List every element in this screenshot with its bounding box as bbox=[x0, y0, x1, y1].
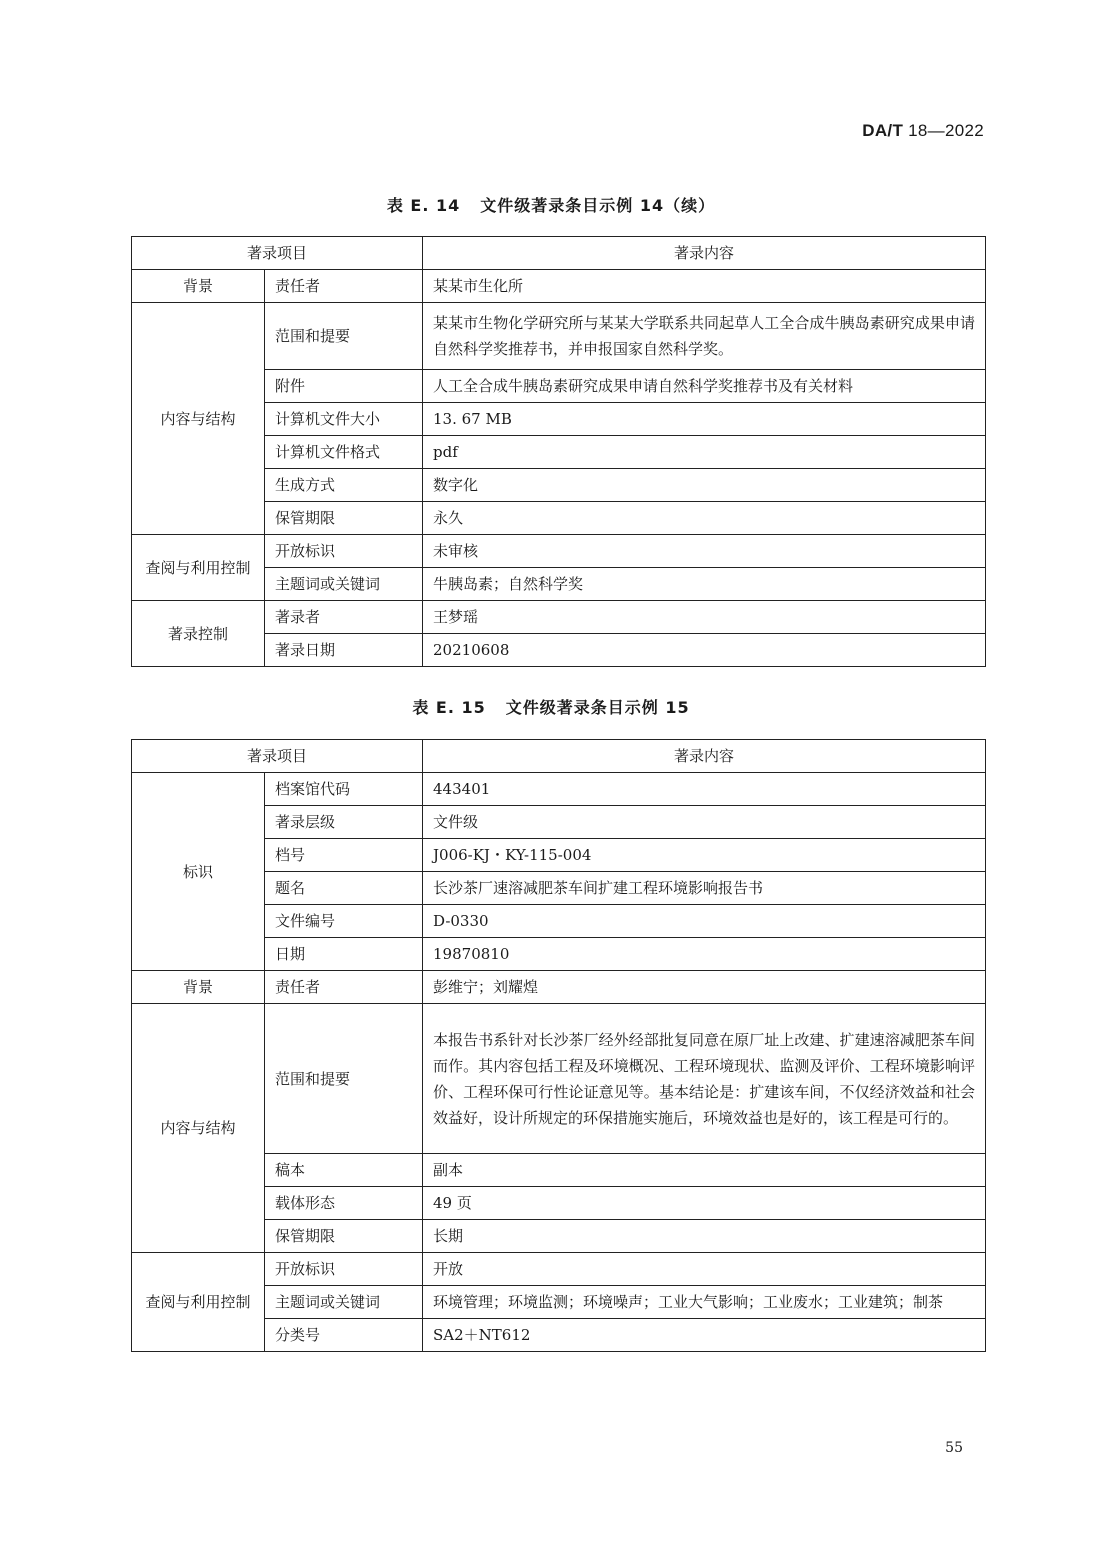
value-cell: 49 页 bbox=[423, 1187, 986, 1220]
table-15-caption bbox=[0, 695, 1102, 718]
table-row bbox=[132, 270, 986, 303]
value-cell: 19870810 bbox=[423, 938, 986, 971]
field-cell: 责任者 bbox=[265, 971, 423, 1004]
value-cell: 牛胰岛素；自然科学奖 bbox=[423, 568, 986, 601]
table-15 bbox=[131, 739, 986, 1352]
field-cell: 附件 bbox=[265, 370, 423, 403]
table-header-row bbox=[132, 740, 986, 773]
value-cell: 环境管理；环境监测；环境噪声；工业大气影响；工业废水；工业建筑；制茶 bbox=[423, 1286, 986, 1319]
value-cell: pdf bbox=[423, 436, 986, 469]
table-header-row bbox=[132, 237, 986, 270]
value-cell: 副本 bbox=[423, 1154, 986, 1187]
field-cell: 开放标识 bbox=[265, 1253, 423, 1286]
table-row bbox=[132, 1253, 986, 1286]
value-cell: 永久 bbox=[423, 502, 986, 535]
table-row bbox=[132, 303, 986, 370]
value-cell: J006-KJ・KY-115-004 bbox=[423, 839, 986, 872]
field-cell: 分类号 bbox=[265, 1319, 423, 1352]
value-cell: 人工全合成牛胰岛素研究成果申请自然科学奖推荐书及有关材料 bbox=[423, 370, 986, 403]
group-cell: 标识 bbox=[132, 773, 265, 971]
value-cell: 王梦瑶 bbox=[423, 601, 986, 634]
field-cell: 载体形态 bbox=[265, 1187, 423, 1220]
page-number: 55 bbox=[945, 1440, 963, 1456]
field-cell: 生成方式 bbox=[265, 469, 423, 502]
value-cell: 13. 67 MB bbox=[423, 403, 986, 436]
table-row bbox=[132, 535, 986, 568]
group-cell: 查阅与利用控制 bbox=[132, 535, 265, 601]
field-cell: 文件编号 bbox=[265, 905, 423, 938]
field-cell: 责任者 bbox=[265, 270, 423, 303]
value-cell: 某某市生化所 bbox=[423, 270, 986, 303]
field-cell: 范围和提要 bbox=[265, 303, 423, 370]
field-cell: 开放标识 bbox=[265, 535, 423, 568]
table-14 bbox=[131, 236, 986, 667]
field-cell: 计算机文件格式 bbox=[265, 436, 423, 469]
field-cell: 范围和提要 bbox=[265, 1004, 423, 1154]
field-cell: 主题词或关键词 bbox=[265, 568, 423, 601]
field-cell: 著录日期 bbox=[265, 634, 423, 667]
group-cell: 背景 bbox=[132, 971, 265, 1004]
field-cell: 档案馆代码 bbox=[265, 773, 423, 806]
value-cell: 长期 bbox=[423, 1220, 986, 1253]
field-cell: 计算机文件大小 bbox=[265, 403, 423, 436]
header-cell-content: 著录内容 bbox=[423, 740, 986, 773]
table-14-label: 表 E. 14 bbox=[386, 196, 461, 215]
value-cell: 开放 bbox=[423, 1253, 986, 1286]
table-row bbox=[132, 971, 986, 1004]
value-cell: 未审核 bbox=[423, 535, 986, 568]
header-cell-item: 著录项目 bbox=[132, 237, 423, 270]
value-cell: 文件级 bbox=[423, 806, 986, 839]
table-14-caption bbox=[0, 193, 1102, 216]
group-cell: 背景 bbox=[132, 270, 265, 303]
group-cell: 内容与结构 bbox=[132, 1004, 265, 1253]
field-cell: 保管期限 bbox=[265, 1220, 423, 1253]
table-15-title: 文件级著录条目示例 15 bbox=[505, 698, 690, 717]
value-cell: 443401 bbox=[423, 773, 986, 806]
header-cell-content: 著录内容 bbox=[423, 237, 986, 270]
value-cell: 长沙茶厂速溶减肥茶车间扩建工程环境影响报告书 bbox=[423, 872, 986, 905]
field-cell: 稿本 bbox=[265, 1154, 423, 1187]
field-cell: 著录者 bbox=[265, 601, 423, 634]
field-cell: 档号 bbox=[265, 839, 423, 872]
group-cell: 查阅与利用控制 bbox=[132, 1253, 265, 1352]
field-cell: 主题词或关键词 bbox=[265, 1286, 423, 1319]
group-cell: 著录控制 bbox=[132, 601, 265, 667]
field-cell: 日期 bbox=[265, 938, 423, 971]
table-row bbox=[132, 1004, 986, 1154]
value-cell: 20210608 bbox=[423, 634, 986, 667]
field-cell: 著录层级 bbox=[265, 806, 423, 839]
value-cell: 彭维宁；刘耀煌 bbox=[423, 971, 986, 1004]
value-cell: 数字化 bbox=[423, 469, 986, 502]
table-row bbox=[132, 601, 986, 634]
field-cell: 保管期限 bbox=[265, 502, 423, 535]
value-cell: 本报告书系针对长沙茶厂经外经部批复同意在原厂址上改建、扩建速溶减肥茶车间而作。其内容包括工程及环境概况、工程环境现状、监测及评价、工程环境影响评价、工程环保可行性论证意见等。基本结论是：扩建该车间，不仅经济效益和社会效益好，设计所规定的环保措施实施后，环境效益也是好的，该工程是可行的。 bbox=[423, 1004, 986, 1154]
standard-number: 18—2022 bbox=[908, 121, 984, 140]
value-cell: 某某市生物化学研究所与某某大学联系共同起草人工全合成牛胰岛素研究成果申请自然科学奖推荐书，并申报国家自然科学奖。 bbox=[423, 303, 986, 370]
field-cell: 题名 bbox=[265, 872, 423, 905]
table-row bbox=[132, 773, 986, 806]
table-15-label: 表 E. 15 bbox=[412, 698, 486, 717]
value-cell: D-0330 bbox=[423, 905, 986, 938]
value-cell: SA2＋NT612 bbox=[423, 1319, 986, 1352]
table-14-title: 文件级著录条目示例 14（续） bbox=[480, 196, 716, 215]
standard-prefix: DA/T bbox=[862, 121, 904, 140]
header-cell-item: 著录项目 bbox=[132, 740, 423, 773]
group-cell: 内容与结构 bbox=[132, 303, 265, 535]
standard-code bbox=[862, 121, 984, 141]
